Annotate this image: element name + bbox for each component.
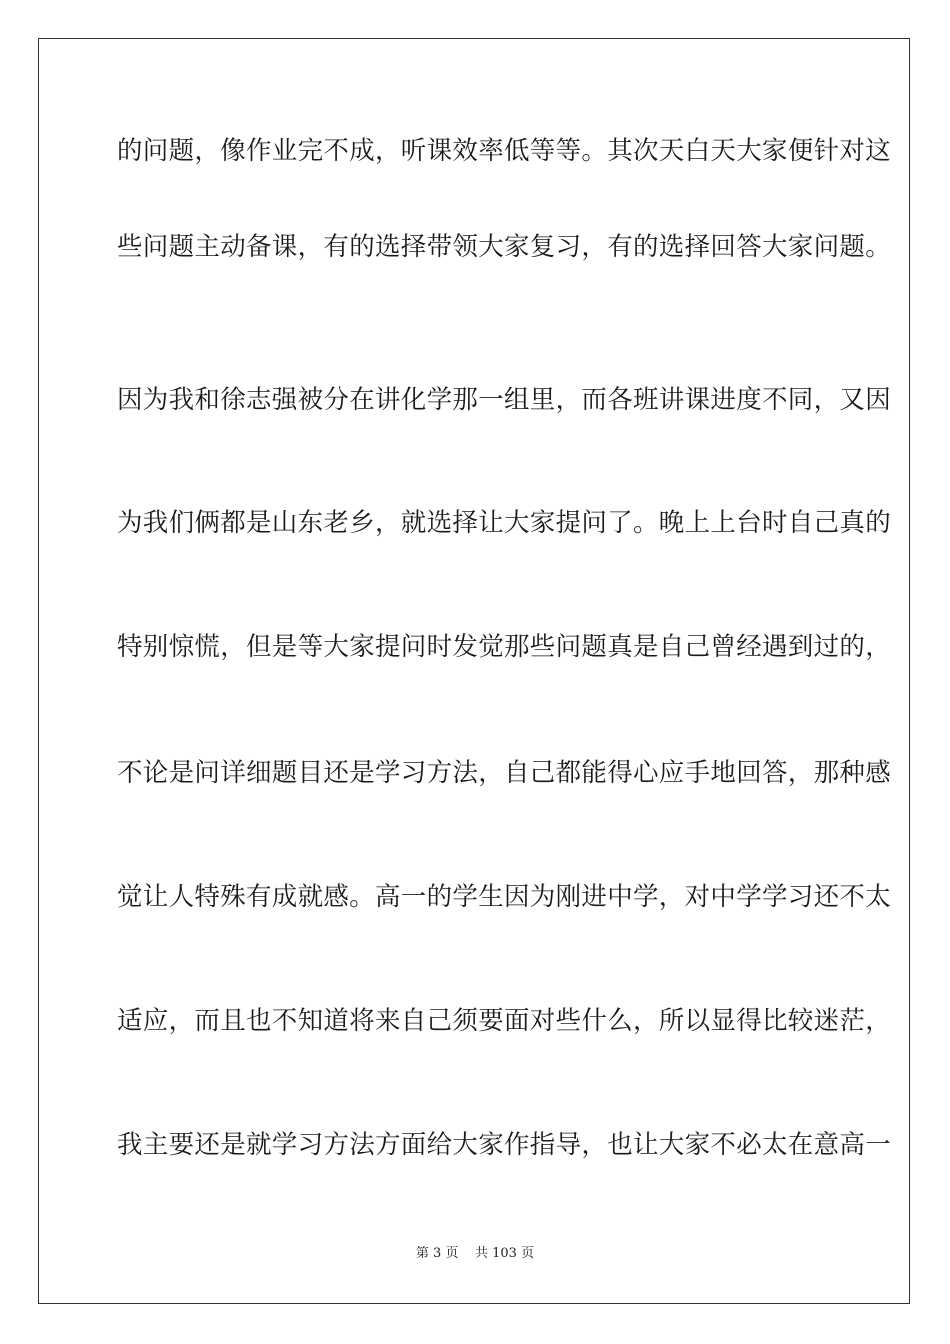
page-total: 共 103 页 <box>475 1246 535 1261</box>
paragraph-line: 不论是问详细题目还是学习方法，自己都能得心应手地回答，那种感 <box>117 758 892 788</box>
paragraph-line: 觉让人特殊有成就感。高一的学生因为刚进中学，对中学学习还不太 <box>117 882 892 912</box>
paragraph-line: 些问题主动备课，有的选择带领大家复习，有的选择回答大家问题。 <box>117 232 892 262</box>
footer-spacer <box>458 1246 475 1261</box>
paragraph-line: 特别惊慌，但是等大家提问时发觉那些问题真是自己曾经遇到过的， <box>117 632 892 662</box>
paragraph-line: 因为我和徐志强被分在讲化学那一组里，而各班讲课进度不同，又因 <box>117 385 892 415</box>
paragraph-line: 为我们俩都是山东老乡，就选择让大家提问了。晚上上台时自己真的 <box>117 508 892 538</box>
page-border <box>38 38 910 1304</box>
page-number: 第 3 页 <box>415 1246 459 1261</box>
paragraph-line: 的问题，像作业完不成，听课效率低等等。其次天白天大家便针对这 <box>117 136 892 166</box>
paragraph-line: 我主要还是就学习方法方面给大家作指导，也让大家不必太在意高一 <box>117 1130 892 1160</box>
page-footer <box>0 1246 950 1262</box>
paragraph-line: 适应，而且也不知道将来自己须要面对些什么，所以显得比较迷茫， <box>117 1006 892 1036</box>
